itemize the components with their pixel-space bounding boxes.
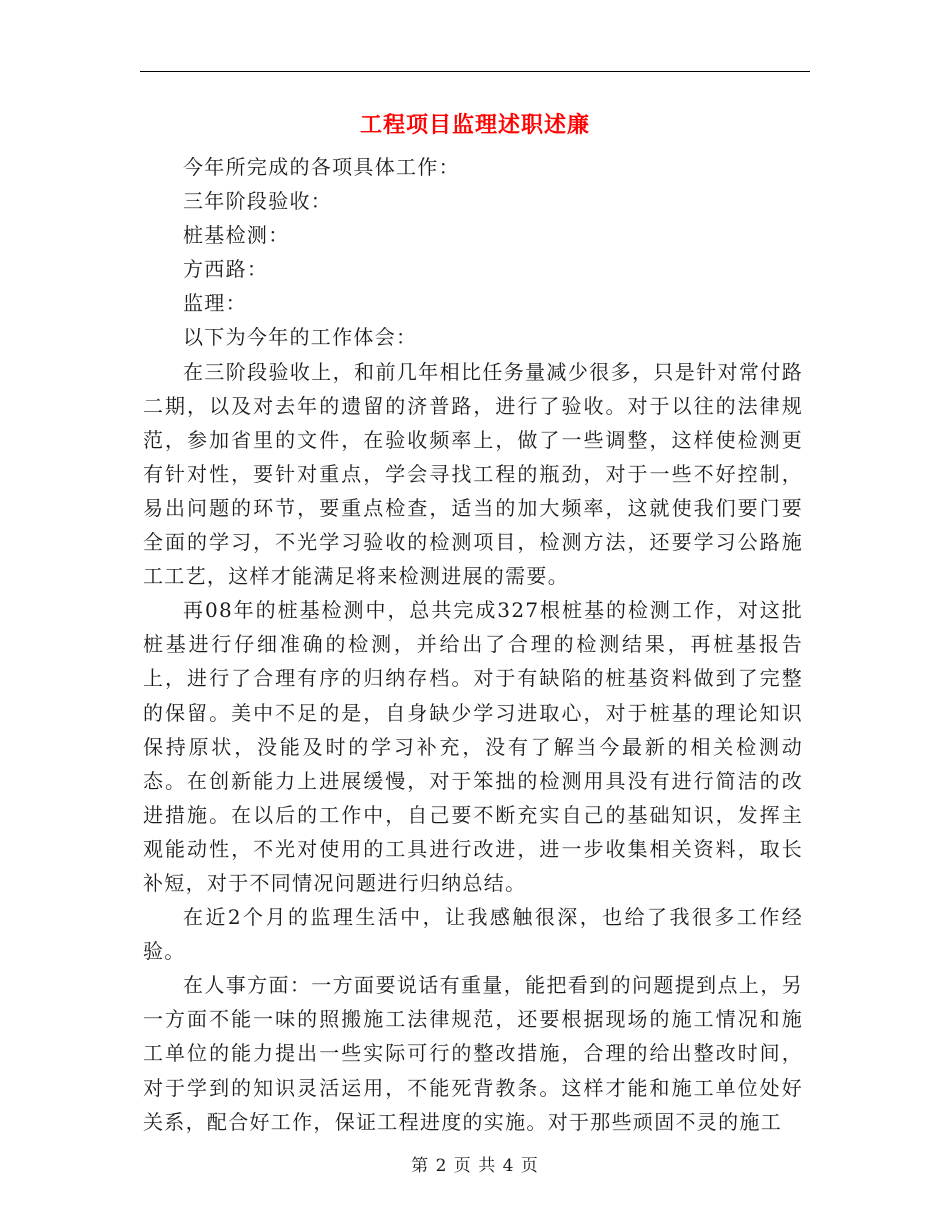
document-body [143,150,803,1139]
body-paragraph: 在人事方面：一方面要说话有重量，能把看到的问题提到点上，另一方面不能一味的照搬施工法律规范，还要根据现场的施工情况和施工单位的能力提出一些实际可行的整改措施，合理的给出整改时间，对于学到的知识灵活运用，不能死背教条。这样才能和施工单位处好关系，配合好工作，保证工程进度的实施。对于那些顽固不灵的施工 [143,973,803,1134]
document-title: 工程项目监理述职述廉 [359,113,590,138]
body-paragraph: 监理： [183,291,247,316]
body-paragraph: 再08年的桩基检测中，总共完成327根桩基的检测工作，对这批桩基进行仔细准确的检测，并给出了合理的检测结果，再桩基报告上，进行了合理有序的归纳存档。对于有缺陷的桩基资料做到了完整的保留。美中不足的是，自身缺少学习进取心，对于桩基的理论知识保持原状，没能及时的学习补充，没有了解当今最新的相关检测动态。在创新能力上进展缓慢，对于笨拙的检测用具没有进行简洁的改进措施。在以后的工作中，自己要不断充实自己的基础知识，发挥主观能动性，不光对使用的工具进行改进，进一步收集相关资料，取长补短，对于不同情况问题进行归纳总结。 [143,598,803,895]
body-paragraph: 在三阶段验收上，和前几年相比任务量减少很多，只是针对常付路二期，以及对去年的遗留的济普路，进行了验收。对于以往的法律规范，参加省里的文件，在验收频率上，做了一些调整，这样使检测更有针对性，要针对重点，学会寻找工程的瓶劲，对于一些不好控制，易出问题的环节，要重点检查，适当的加大频率，这就使我们要门要全面的学习，不光学习验收的检测项目，检测方法，还要学习公路施工工艺，这样才能满足将来检测进展的需要。 [143,359,803,589]
body-paragraph: 方西路： [183,257,269,282]
body-paragraph: 桩基检测： [183,223,290,248]
body-paragraph: 以下为今年的工作体会： [183,325,418,350]
body-paragraph: 三年阶段验收： [183,189,333,214]
page-number: 第 2 页 共 4 页 [411,1156,539,1176]
header-rule [140,71,810,72]
body-paragraph: 在近2个月的监理生活中，让我感触很深，也给了我很多工作经验。 [143,905,803,964]
body-paragraph: 今年所完成的各项具体工作： [183,155,460,179]
